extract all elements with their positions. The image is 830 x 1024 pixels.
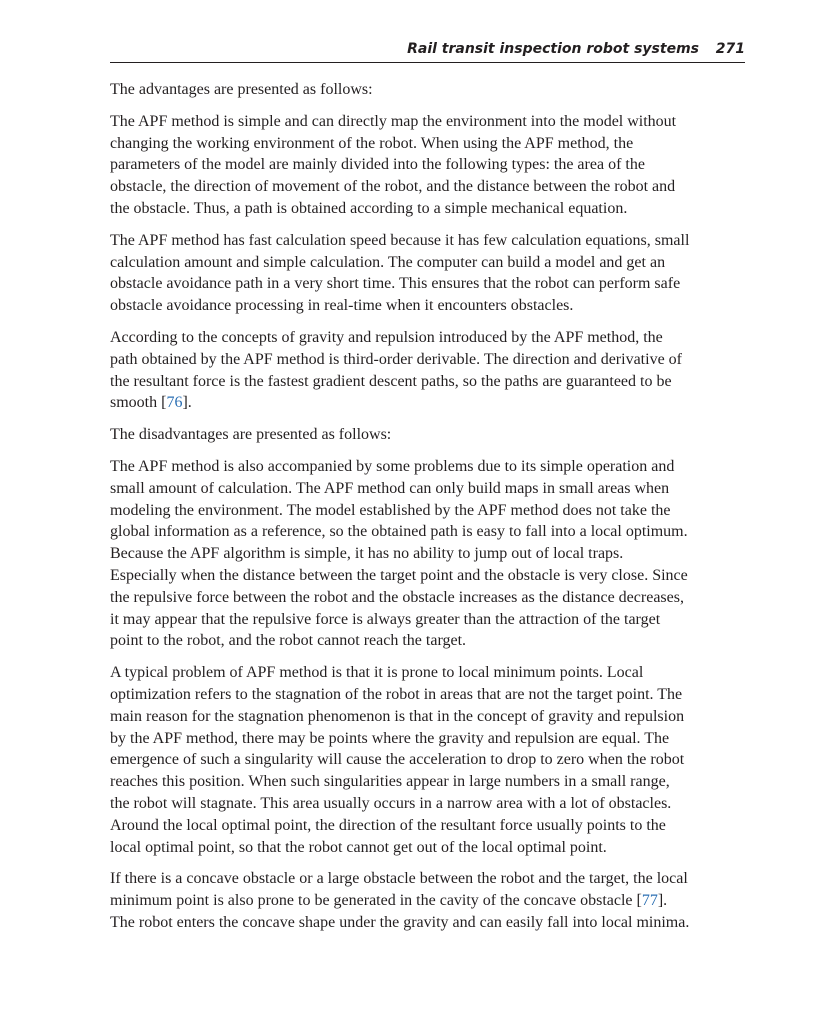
citation-link[interactable]: 76 [166, 394, 183, 412]
text-line [110, 349, 745, 371]
text-line [110, 815, 745, 837]
line-text: A typical problem of APF method is that it is prone to local minimum points. Local [110, 664, 644, 682]
body-text [110, 79, 745, 944]
text-line [110, 273, 745, 295]
page-number: 271 [715, 41, 745, 57]
text-line [110, 252, 745, 274]
line-text: The robot enters the concave shape under the gravity and can easily fall into local minima. [110, 913, 690, 931]
text-line [110, 154, 745, 176]
text-line [110, 111, 745, 133]
line-text: The APF method has fast calculation speed because it has few calculation equations, small [110, 231, 690, 249]
paragraph [110, 79, 745, 101]
text-line [110, 79, 745, 101]
text-line [110, 176, 745, 198]
paragraph [110, 662, 745, 858]
line-text: path obtained by the APF method is third-order derivable. The direction and derivative of [110, 350, 682, 368]
line-text: the obstacle. Thus, a path is obtained according to a simple mechanical equation. [110, 199, 628, 217]
line-text: Because the APF algorithm is simple, it has no ability to jump out of local traps. [110, 545, 624, 563]
line-text: point to the robot, and the robot cannot reach the target. [110, 632, 467, 650]
line-text: smooth [ [110, 394, 167, 412]
line-text: According to the concepts of gravity and repulsion introduced by the APF method, the [110, 328, 663, 346]
line-text: Especially when the distance between the target point and the obstacle is very close. Since [110, 566, 688, 584]
text-line [110, 890, 745, 912]
line-text: The APF method is simple and can directly map the environment into the model without [110, 112, 677, 130]
text-line [110, 706, 745, 728]
text-line [110, 371, 745, 393]
line-text: Around the local optimal point, the direction of the resultant force usually points to the [110, 816, 666, 834]
text-line [110, 587, 745, 609]
line-text: If there is a concave obstacle or a large obstacle between the robot and the target, the local [110, 870, 688, 888]
line-text: calculation amount and simple calculation. The computer can build a model and get an [110, 253, 666, 271]
line-text: The APF method is also accompanied by some problems due to its simple operation and [110, 457, 675, 475]
text-line [110, 327, 745, 349]
text-line [110, 565, 745, 587]
line-text: optimization refers to the stagnation of the robot in areas that are not the target point. The [110, 685, 683, 703]
line-text: parameters of the model are mainly divided into the following types: the area of the [110, 156, 645, 174]
line-text: by the APF method, there may be points where the gravity and repulsion are equal. The [110, 729, 670, 747]
text-line [110, 771, 745, 793]
text-line [110, 500, 745, 522]
line-text: changing the working environment of the robot. When using the APF method, the [110, 134, 634, 152]
line-text: obstacle, the direction of movement of the robot, and the distance between the robot and [110, 178, 676, 196]
paragraph [110, 868, 745, 933]
text-line [110, 198, 745, 220]
text-line [110, 837, 745, 859]
paragraph [110, 456, 745, 652]
line-text: The disadvantages are presented as follows: [110, 426, 392, 444]
line-text: The advantages are presented as follows: [110, 81, 373, 98]
line-text: obstacle avoidance processing in real-time when it encounters obstacles. [110, 297, 574, 315]
line-text: it may appear that the repulsive force is always greater than the attraction of the target [110, 610, 661, 628]
text-line [110, 609, 745, 631]
line-text: modeling the environment. The model established by the APF method does not take the [110, 501, 671, 519]
citation-link[interactable]: 77 [641, 892, 658, 910]
text-line [110, 728, 745, 750]
line-text: reaches this position. When such singularities appear in large numbers in a small range, [110, 773, 670, 791]
text-line [110, 392, 745, 414]
line-text: main reason for the stagnation phenomenon is that in the concept of gravity and repulsion [110, 707, 685, 725]
line-text: small amount of calculation. The APF method can only build maps in small areas when [110, 479, 670, 497]
text-line [110, 230, 745, 252]
text-line [110, 295, 745, 317]
text-line [110, 133, 745, 155]
text-line [110, 630, 745, 652]
text-line [110, 868, 745, 890]
line-text: local optimal point, so that the robot cannot get out of the local optimal point. [110, 838, 607, 856]
running-header [110, 38, 745, 63]
text-line [110, 662, 745, 684]
text-line [110, 424, 745, 446]
line-text: minimum point is also prone to be generated in the cavity of the concave obstacle [ [110, 892, 642, 910]
line-text: the repulsive force between the robot and the obstacle increases as the distance decreases, [110, 588, 684, 606]
paragraph [110, 111, 745, 220]
paragraph [110, 230, 745, 317]
line-text-after: ]. [182, 394, 192, 412]
text-line [110, 478, 745, 500]
line-text-after: ]. [657, 892, 668, 910]
text-line [110, 456, 745, 478]
line-text: the resultant force is the fastest gradient descent paths, so the paths are guaranteed to be [110, 372, 672, 390]
text-line [110, 543, 745, 565]
text-line [110, 521, 745, 543]
line-text: emergence of such a singularity will cause the acceleration to drop to zero when the robot [110, 751, 685, 769]
text-line [110, 684, 745, 706]
paragraph [110, 327, 745, 414]
running-head-title: Rail transit inspection robot systems [407, 41, 699, 57]
paragraph [110, 424, 745, 446]
text-line [110, 912, 745, 934]
line-text: the robot will stagnate. This area usually occurs in a narrow area with a lot of obstacles. [110, 794, 672, 812]
line-text: obstacle avoidance path in a very short time. This ensures that the robot can perform safe [110, 275, 681, 293]
line-text: global information as a reference, so the obtained path is easy to fall into a local optimum. [110, 523, 688, 541]
text-line [110, 793, 745, 815]
text-line [110, 749, 745, 771]
